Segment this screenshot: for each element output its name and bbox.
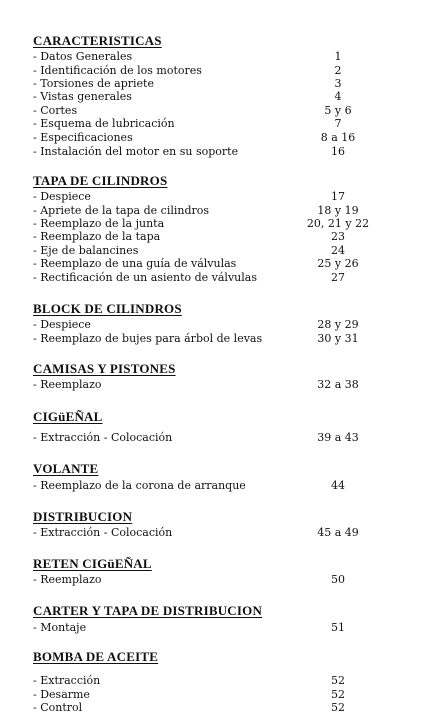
toc-entry [33, 701, 403, 715]
toc-entry-page: 52 [331, 674, 345, 687]
toc-entry-label: - Control [33, 701, 83, 714]
section-heading: CARTER Y TAPA DE DISTRIBUCION [33, 603, 263, 618]
toc-entry [33, 573, 403, 587]
toc-entry [33, 621, 403, 635]
toc-entry-page: 7 [334, 117, 342, 130]
toc-entry [33, 332, 403, 346]
toc-entry-label: - Reemplazo de bujes para árbol de levas [33, 332, 263, 345]
toc-entry-label: - Desarme [33, 688, 90, 701]
toc-entry-label: - Eje de balancines [33, 244, 139, 257]
toc-entry-label: - Instalación del motor en su soporte [33, 145, 239, 158]
toc-entry-page: 20, 21 y 22 [306, 217, 370, 230]
toc-entry-label: - Reemplazo [33, 573, 102, 586]
toc-entry-page: 24 [331, 244, 345, 257]
toc-entry-page: 1 [334, 50, 342, 63]
toc-entry-label: - Torsiones de apriete [33, 77, 154, 90]
section-heading: BOMBA DE ACEITE [33, 649, 159, 664]
toc-entry-page: 52 [331, 688, 345, 701]
toc-entry [33, 190, 403, 204]
toc-entry [33, 131, 403, 145]
toc-entry [33, 50, 403, 64]
toc-entry-page: 32 a 38 [317, 378, 359, 391]
toc-entry-label: - Vistas generales [33, 90, 132, 103]
toc-entry-page: 52 [331, 701, 345, 714]
toc-entry-page: 27 [331, 271, 345, 284]
toc-entry-page: 44 [331, 479, 345, 492]
section-heading: BLOCK DE CILINDROS [33, 301, 182, 316]
toc-entry-label: - Reemplazo de la corona de arranque [33, 479, 246, 492]
toc-entry-page: 16 [331, 145, 345, 158]
toc-entry-label: - Esquema de lubricación [33, 117, 175, 130]
toc-entry-label: - Reemplazo de la tapa [33, 230, 161, 243]
toc-entry [33, 674, 403, 688]
toc-entry-label: - Despiece [33, 318, 91, 331]
toc-entry-page: 23 [331, 230, 345, 243]
toc-entry-label: - Despiece [33, 190, 91, 203]
toc-entry [33, 257, 403, 271]
toc-entry [33, 479, 403, 493]
toc-entry-label: - Apriete de la tapa de cilindros [33, 204, 210, 217]
toc-entry [33, 64, 403, 78]
toc-entry [33, 431, 403, 445]
toc-entry-label: - Datos Generales [33, 50, 133, 63]
toc-entry [33, 688, 403, 702]
toc-entry [33, 217, 403, 231]
toc-entry [33, 526, 403, 540]
toc-entry-page: 2 [334, 64, 342, 77]
toc-entry-page: 8 a 16 [320, 131, 356, 144]
toc-entry [33, 145, 403, 159]
toc-entry-label: - Reemplazo de una guía de válvulas [33, 257, 237, 270]
toc-entry-page: 30 y 31 [317, 332, 359, 345]
toc-entry-label: - Reemplazo [33, 378, 102, 391]
toc-entry-page: 39 a 43 [317, 431, 359, 444]
section-heading: RETEN CIGüEÑAL [33, 556, 152, 571]
toc-entry [33, 378, 403, 392]
toc-entry [33, 117, 403, 131]
section-heading: CARACTERISTICAS [33, 33, 162, 48]
toc-entry-page: 45 a 49 [317, 526, 359, 539]
toc-entry-label: - Montaje [33, 621, 87, 634]
toc-entry [33, 318, 403, 332]
toc-entry-page: 50 [331, 573, 345, 586]
toc-entry-label: - Cortes [33, 104, 78, 117]
toc-entry [33, 230, 403, 244]
toc-entry [33, 244, 403, 258]
toc-entry-page: 18 y 19 [317, 204, 359, 217]
toc-entry-page: 25 y 26 [317, 257, 359, 270]
toc-entry-label: - Extracción - Colocación [33, 526, 173, 539]
toc-entry [33, 104, 403, 118]
toc-entry-page: 51 [331, 621, 345, 634]
toc-entry-page: 17 [331, 190, 345, 203]
toc-entry-label: - Reemplazo de la junta [33, 217, 165, 230]
section-heading: DISTRIBUCION [33, 509, 133, 524]
toc-entry-label: - Extracción [33, 674, 101, 687]
toc-entry-page: 3 [334, 77, 342, 90]
toc-entry-page: 5 y 6 [324, 104, 352, 117]
toc-entry-label: - Especificaciones [33, 131, 133, 144]
toc-entry [33, 271, 403, 285]
toc-entry [33, 90, 403, 104]
toc-entry-page: 28 y 29 [317, 318, 359, 331]
toc-entry-label: - Identificación de los motores [33, 64, 202, 77]
toc-entry [33, 204, 403, 218]
toc-entry-page: 4 [334, 90, 342, 103]
toc-entry [33, 77, 403, 91]
section-heading: CIGüEÑAL [33, 409, 103, 424]
section-heading: TAPA DE CILINDROS [33, 173, 168, 188]
section-heading: CAMISAS Y PISTONES [33, 361, 176, 376]
toc-entry-label: - Extracción - Colocación [33, 431, 173, 444]
toc-entry-label: - Rectificación de un asiento de válvulas [33, 271, 257, 284]
section-heading: VOLANTE [33, 461, 99, 476]
